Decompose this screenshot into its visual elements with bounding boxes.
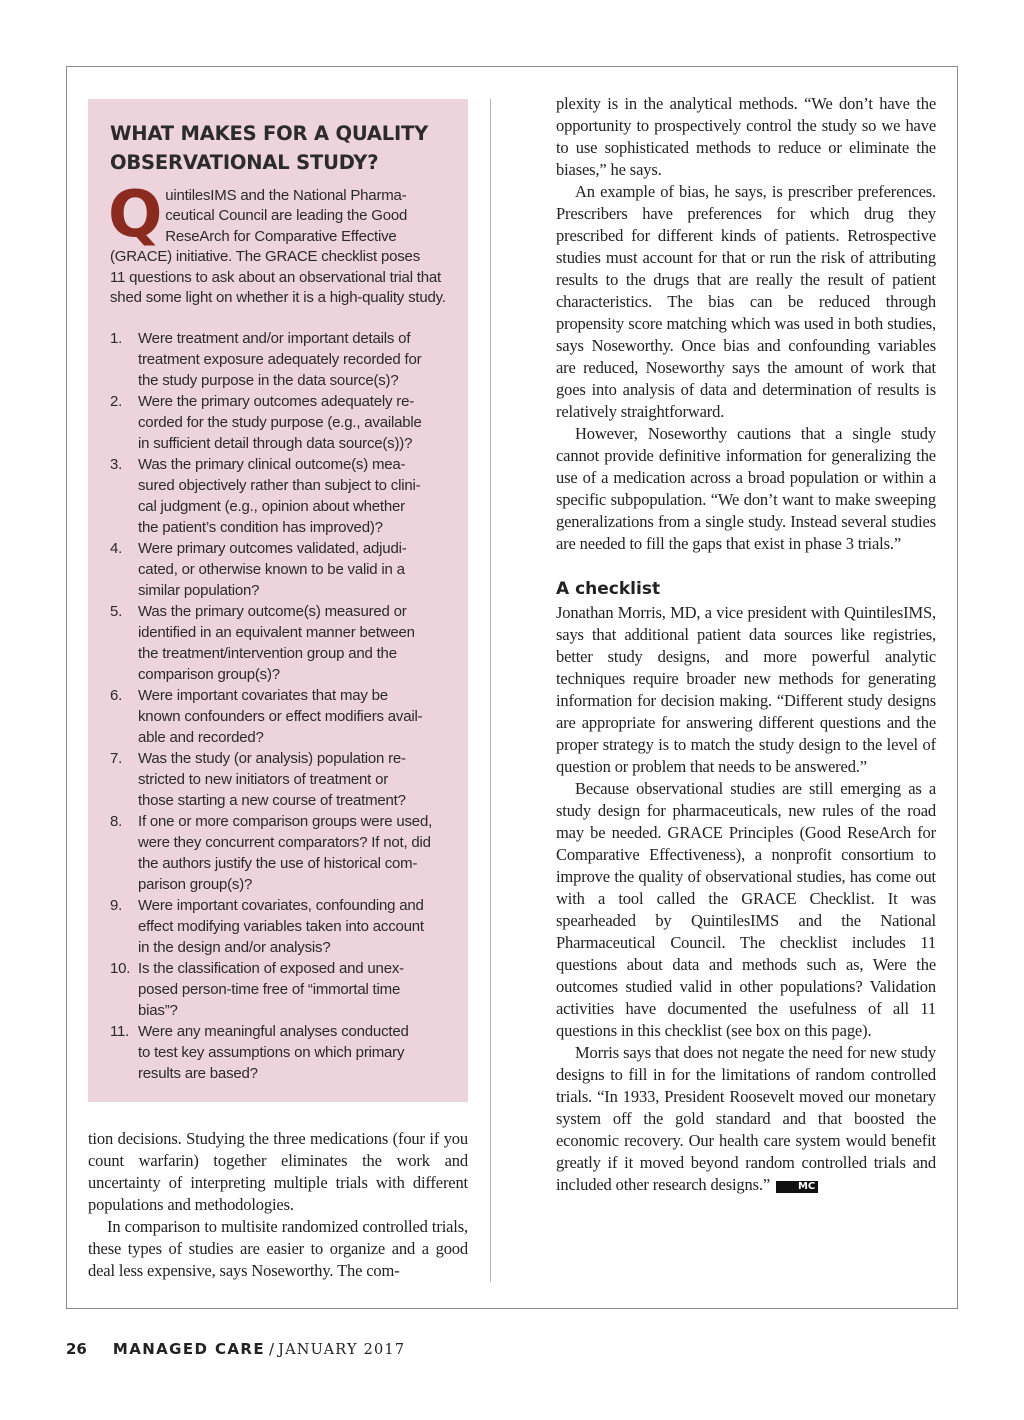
checklist-number: 1. — [110, 330, 123, 348]
checklist-line: parison group(s)? — [138, 876, 253, 894]
checklist-line: in sufficient detail through data source(s))? — [138, 435, 413, 453]
checklist — [110, 328, 456, 1084]
checklist-line: Is the classification of exposed and unex- — [138, 960, 404, 978]
checklist-item — [110, 895, 456, 958]
right-column-text — [556, 93, 936, 1196]
intro-line: uintilesIMS and the National Pharma- — [165, 187, 407, 204]
checklist-line: posed person-time free of “immortal time — [138, 981, 401, 999]
checklist-line: the study purpose in the data source(s)? — [138, 372, 399, 390]
checklist-line: to test key assumptions on which primary — [138, 1044, 405, 1062]
checklist-line: effect modifying variables taken into account — [138, 918, 424, 936]
intro-line: ResеArch for Comparative Effective — [165, 227, 397, 245]
sidebar-title-line1: WHAT MAKES FOR A QUALITY — [110, 122, 429, 145]
checklist-line: results are based? — [138, 1065, 258, 1083]
checklist-line: those starting a new course of treatment? — [138, 792, 406, 810]
checklist-number: 6. — [110, 687, 123, 705]
intro-line: (GRACE) initiative. The GRACE checklist poses — [110, 248, 420, 266]
checklist-line: Were important covariates that may be — [138, 687, 388, 705]
right-paragraph-2: An example of bias, he says, is prescriber preferences. Prescribers have preferences for which drug they prescribed for different kinds of patients. Retrospective studies must account for that or run the risk of attributing results to the drugs that are really the result of patient characteristics. The bias can be reduced through propensity score matching which was used in both studies, says Noseworthy. Once bias and confounding variables are reduced, Noseworthy says the amount of work that goes into analysis of data and determination of results is relatively straightforward. — [556, 182, 936, 421]
sidebar-title — [110, 119, 456, 177]
checklist-line: able and recorded? — [138, 729, 264, 747]
checklist-number: 7. — [110, 750, 123, 768]
checklist-item — [110, 1021, 456, 1084]
sidebar-intro — [108, 178, 456, 308]
checklist-line: cal judgment (e.g., opinion about whether — [138, 498, 405, 516]
checklist-number: 10. — [110, 960, 131, 978]
checklist-line: treatment exposure adequately recorded for — [138, 351, 422, 369]
checklist-number: 3. — [110, 456, 123, 474]
checklist-line: stricted to new initiators of treatment or — [138, 771, 389, 789]
right-paragraph-6-text: Morris says that does not negate the need for new study designs to fill in for the limitations of random controlled trials. “In 1933, President Roosevelt moved our monetary system off the gold standard and that boosted the economic recovery. Our health care system would benefit greatly if it moved beyond random controlled trials and included other research designs.” — [556, 1043, 936, 1194]
page-number: 26 — [66, 1340, 87, 1358]
checklist-item — [110, 328, 456, 391]
checklist-line: cated, or otherwise known to be valid in a — [138, 561, 405, 579]
checklist-line: Were any meaningful analyses conducted — [138, 1023, 409, 1041]
right-paragraph-5: Because observational studies are still emerging as a study design for pharmaceuticals, new rules of the road may be needed. GRACE Principles (Good ResеArch for Comparative Effectiveness), a nonprofit consortium to improve the quality of observational studies, has come out with a tool called the GRACE Checklist. It was spearheaded by QuintilesIMS and the National Pharmaceutical Council. The checklist includes 11 questions about data and methods such as, Were the outcomes studied valid in other populations? Validation activities have documented the usefulness of all 11 questions in this checklist (see box on this page). — [556, 779, 936, 1040]
checklist-line: known confounders or effect modifiers avail- — [138, 708, 423, 726]
checklist-item — [110, 685, 456, 748]
checklist-line: identified in an equivalent manner between — [138, 624, 415, 642]
checklist-number: 9. — [110, 897, 123, 915]
left-paragraph-1: tion decisions. Studying the three medications (four if you count warfarin) together eliminates the work and uncertainty of interpreting multiple trials with different populations and methodologies. — [88, 1129, 468, 1214]
sidebar-title-line2: OBSERVATIONAL STUDY? — [110, 151, 379, 174]
checklist-line: in the design and/or analysis? — [138, 939, 331, 957]
right-paragraph-6 — [556, 1042, 936, 1196]
checklist-item — [110, 601, 456, 685]
right-paragraph-4: Jonathan Morris, MD, a vice president with QuintilesIMS, says that additional patient data sources like registries, better study designs, and more powerful analytic techniques require broader new methods for generating information for decision making. “Different study designs are appropriate for answering different questions and the proper strategy is to match the study design to the level of question or problem that needs to be answered.” — [556, 603, 936, 776]
checklist-line: the patient’s condition has improved)? — [138, 519, 383, 537]
publication-name: MANAGED CARE — [112, 1340, 266, 1358]
checklist-line: corded for the study purpose (e.g., available — [138, 414, 422, 432]
issue-date: JANUARY 2017 — [278, 1342, 406, 1358]
dropcap: Q — [108, 178, 163, 252]
intro-line: 11 questions to ask about an observational trial that — [110, 268, 442, 286]
footer-separator: / — [269, 1340, 275, 1358]
right-paragraph-1: plexity is in the analytical methods. “We don’t have the opportunity to prospectively control the study so we have to use sophisticated methods to reduce or eliminate the biases,” he says. — [556, 94, 936, 179]
checklist-line: the treatment/intervention group and the — [138, 645, 397, 663]
checklist-item — [110, 454, 456, 538]
checklist-item — [110, 958, 456, 1021]
checklist-item — [110, 811, 456, 895]
checklist-line: Were primary outcomes validated, adjudi- — [138, 540, 407, 558]
checklist-line: Were treatment and/or important details of — [138, 330, 411, 348]
checklist-number: 2. — [110, 393, 123, 411]
checklist-number: 4. — [110, 540, 123, 558]
checklist-line: similar population? — [138, 582, 260, 600]
checklist-line: Was the study (or analysis) population re- — [138, 750, 406, 768]
checklist-line: the authors justify the use of historical com- — [138, 855, 418, 873]
checklist-item — [110, 748, 456, 811]
checklist-line: comparison group(s)? — [138, 666, 280, 684]
checklist-line: If one or more comparison groups were used, — [138, 813, 433, 831]
checklist-item — [110, 391, 456, 454]
left-column-text — [88, 1128, 468, 1282]
checklist-line: were they concurrent comparators? If not, did — [138, 834, 431, 852]
checklist-line: sured objectively rather than subject to clini- — [138, 477, 421, 495]
checklist-number: 5. — [110, 603, 123, 621]
checklist-line: Was the primary clinical outcome(s) mea- — [138, 456, 406, 474]
section-heading: A checklist — [556, 579, 661, 599]
checklist-line: bias”? — [138, 1002, 178, 1020]
checklist-item — [110, 538, 456, 601]
checklist-number: 11. — [110, 1023, 130, 1041]
right-paragraph-3: However, Noseworthy cautions that a single study cannot provide definitive information for generalizing the use of a medication across a broad population or within a specific subpopulation. “We don’t want to make sweeping generalizations from a single study. Instead several studies are needed to fill the gaps that exist in phase 3 trials.” — [556, 424, 936, 553]
checklist-line: Were the primary outcomes adequately re- — [138, 393, 415, 411]
sidebar-box — [88, 99, 468, 1102]
column-divider — [490, 99, 491, 1282]
checklist-number: 8. — [110, 813, 123, 831]
checklist-line: Were important covariates, confounding and — [138, 897, 424, 915]
intro-line: ceutical Council are leading the Good — [165, 207, 408, 225]
left-paragraph-2: In comparison to multisite randomized controlled trials, these types of studies are easier to organize and a good deal less expensive, says Noseworthy. The com- — [88, 1217, 468, 1280]
page-footer — [66, 1340, 405, 1358]
checklist-line: Was the primary outcome(s) measured or — [138, 603, 407, 621]
mc-end-mark: MC — [776, 1181, 818, 1193]
intro-line: shed some light on whether it is a high-quality study. — [110, 289, 446, 307]
